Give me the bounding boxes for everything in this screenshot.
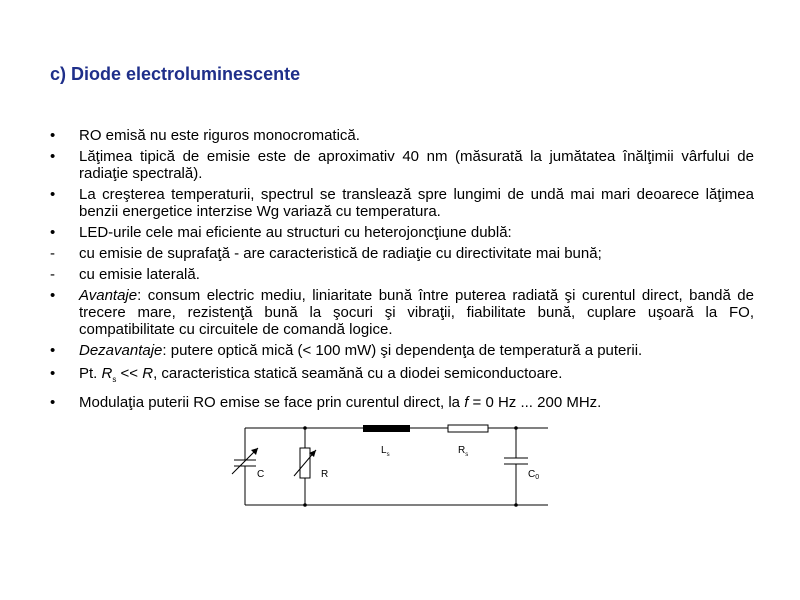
symbol-r2: R [142,365,154,382]
item-text: cu emisie de suprafaţă - are caracteristică de radiaţie cu directivitate mai bună; [79,245,602,262]
bullet-marker: • [50,287,56,304]
list-item [50,245,754,262]
list-item [50,186,754,220]
label-c0: $C_0$ [528,469,540,481]
junction-dot [514,426,518,430]
list-item [50,266,754,283]
item-suffix: = 0 Hz ... 200 MHz. [468,394,602,411]
label-rs: $R_s$ [458,445,469,458]
bullet-list [50,127,754,415]
junction-dot [303,426,307,430]
list-item [50,148,754,182]
item-text: Lăţimea tipică de emisie este de aproximativ 40 nm (măsurată la jumătatea înălţimii vârfului de radiaţie spectrală). [79,148,754,182]
item-emphasis: Avantaje [79,287,138,304]
item-prefix: Pt. [79,365,102,382]
item-prefix: Modulaţia puterii RO emise se face prin curentul direct, la [79,394,465,411]
bullet-marker: • [50,365,56,382]
item-middle: << [116,365,143,382]
item-text: LED-urile cele mai eficiente au structuri cu heterojoncţiune dublă: [79,224,512,241]
junction-dot [303,503,307,507]
equivalent-circuit-diagram [220,418,560,513]
slide-title: c) Diode electroluminescente [50,64,301,84]
bullet-marker: • [50,148,56,165]
dash-marker: - [50,245,55,262]
list-item [50,365,754,388]
list-item [50,394,754,411]
bullet-marker: • [50,127,56,144]
list-item [50,224,754,241]
series-resistor-body [448,425,488,432]
bullet-marker: • [50,186,56,203]
label-r: R [321,469,329,480]
bullet-marker: • [50,342,56,359]
item-text: La creşterea temperaturii, spectrul se translează spre lungimi de undă mai mari deoarece lăţimea benzii energetice interzise Wg variază cu temperatura. [79,186,754,220]
inductor-body [363,425,410,432]
junction-dot [514,503,518,507]
item-text: RO emisă nu este riguros monocromatică. [79,127,360,144]
bullet-marker: • [50,394,56,411]
item-text: cu emisie laterală. [79,266,200,283]
item-suffix: , caracteristica statică seamănă cu a diodei semiconductoare. [153,365,563,382]
item-emphasis: Dezavantaje [79,342,163,359]
list-item [50,287,754,338]
item-text: : consum electric mediu, liniaritate bună între puterea radiată şi curentul direct, bandă de trecere mare, rezistenţă bună la şocuri şi vibraţii, fiabilitate bună, cuplare uşoară la FO, compatibilitate cu circuitele de comandă logice. [79,287,754,338]
dash-marker: - [50,266,55,283]
bullet-marker: • [50,224,56,241]
item-text: : putere optică mică (< 100 mW) şi dependenţa de temperatură a puterii. [162,342,643,359]
label-c: C [257,469,265,480]
symbol-sub: s [112,375,117,384]
symbol-r: R [101,365,113,382]
symbol-f: f [464,394,469,411]
list-item [50,342,754,359]
list-item [50,127,754,144]
label-ls: $L_s$ [381,445,390,458]
